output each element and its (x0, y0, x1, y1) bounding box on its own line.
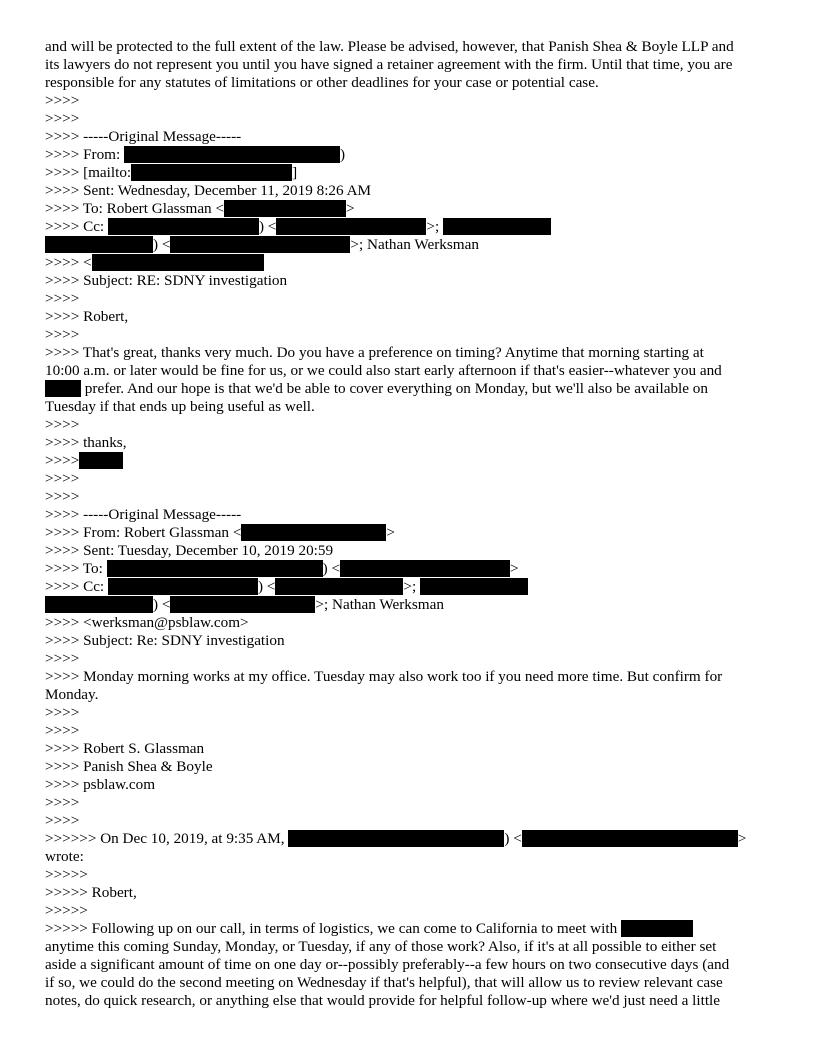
m2-to-line: >>>> To: ) < > (45, 560, 519, 577)
redaction (124, 146, 340, 163)
quote-marker-line: >>>>> (45, 866, 88, 883)
m3-body-line: if so, we could do the second meeting on Wednesday if that's helpful), that will allow us to review relevant case (45, 974, 723, 991)
m1-greeting: >>>> Robert, (45, 308, 129, 325)
quote-marker-line: >>>> (45, 650, 80, 667)
quote-marker-line: >>>> (45, 290, 80, 307)
m1-sent-line: >>>> Sent: Wednesday, December 11, 2019 8:26 AM (45, 182, 372, 199)
m1-mailto-line: >>>> [mailto: ] (45, 164, 298, 181)
redaction (108, 218, 259, 235)
m3-body-line: aside a significant amount of time on one day or--possibly preferably--a few hours on two consecutive days (and (45, 956, 730, 973)
redaction (45, 236, 153, 253)
m1-from-line: >>>> From: ) (45, 146, 346, 163)
redaction (621, 920, 693, 937)
m1-body-line: prefer. And our hope is that we'd be able to cover everything on Monday, but we'll also be available on (45, 380, 773, 398)
m1-cc-continued-line: ) < >; Nathan Werksman (45, 236, 773, 254)
m1-body-line: 10:00 a.m. or later would be fine for us, or we could also start early afternoon if that's easier--whatever you and (45, 362, 722, 379)
redaction (340, 560, 510, 577)
m3-body-line: anytime this coming Sunday, Monday, or Tuesday, if any of those work? Also, if it's at all possible to either set (45, 938, 717, 955)
redaction (276, 218, 426, 235)
redaction (170, 596, 315, 613)
m1-body-line: >>>> That's great, thanks very much. Do you have a preference on timing? Anytime that morning starting at (45, 344, 704, 361)
redaction (443, 218, 551, 235)
m2-signature-line: >>>> Panish Shea & Boyle (45, 758, 213, 775)
quote-marker-line: >>>> (45, 704, 80, 721)
quote-marker-line: >>>> (45, 794, 80, 811)
redaction (170, 236, 350, 253)
m3-body-line: notes, do quick research, or anything else that would provide for helpful follow-up where we'd just need a little (45, 992, 721, 1009)
m2-body-line: >>>> Monday morning works at my office. Tuesday may also work too if you need more time. But confirm for (45, 668, 723, 685)
m3-body-line: >>>>> Following up on our call, in terms of logistics, we can come to California to meet with (45, 920, 773, 938)
redaction (92, 254, 264, 271)
intro-line: its lawyers do not represent you until you have signed a retainer agreement with the firm. Until that time, you are (45, 56, 733, 73)
email-thread-page (45, 38, 773, 1010)
redaction (79, 452, 123, 469)
redaction (288, 830, 504, 847)
redaction (45, 596, 153, 613)
quote-marker-line: >>>> (45, 92, 80, 109)
redaction (275, 578, 403, 595)
m3-greeting: >>>>> Robert, (45, 884, 137, 901)
m2-cc-continued-line: ) < >; Nathan Werksman (45, 596, 773, 614)
m1-body-line: Tuesday if that ends up being useful as well. (45, 398, 315, 415)
m3-on-wrote-line: >>>>>> On Dec 10, 2019, at 9:35 AM, ) < > (45, 830, 747, 847)
quote-marker-line: >>>>> (45, 902, 88, 919)
m1-to-line: >>>> To: Robert Glassman < > (45, 200, 355, 217)
quote-marker-line: >>>> (45, 488, 80, 505)
quote-marker-line: >>>> (45, 416, 80, 433)
quote-marker-line: >>>> (45, 812, 80, 829)
redaction (107, 560, 323, 577)
quote-marker-line: >>>> (45, 722, 80, 739)
m2-cc-line: >>>> Cc: ) < >; (45, 578, 773, 596)
original-message-divider: >>>> -----Original Message----- (45, 128, 242, 145)
quote-marker-line: >>>> (45, 326, 80, 343)
m1-signoff: >>>> thanks, (45, 434, 127, 451)
m2-signature-line: >>>> psblaw.com (45, 776, 156, 793)
redaction (420, 578, 528, 595)
redaction (45, 380, 81, 397)
m2-cc-email-line: >>>> <werksman@psblaw.com> (45, 614, 249, 631)
quote-marker-line: >>>> (45, 110, 80, 127)
redaction (131, 164, 292, 181)
redaction (224, 200, 346, 217)
m2-body-line: Monday. (45, 686, 99, 703)
m2-subject-line: >>>> Subject: Re: SDNY investigation (45, 632, 285, 649)
redaction (108, 578, 258, 595)
m1-signature-line: >>>> (45, 452, 773, 470)
m1-cc-line: >>>> Cc: ) < >; (45, 218, 773, 236)
intro-line: and will be protected to the full extent of the law. Please be advised, however, that Panish Shea & Boyle LLP and (45, 38, 734, 55)
m1-cc-email-line: >>>> < (45, 254, 773, 272)
intro-line: responsible for any statutes of limitations or other deadlines for your case or potential case. (45, 74, 599, 91)
redaction (241, 524, 386, 541)
redaction (522, 830, 738, 847)
m1-subject-line: >>>> Subject: RE: SDNY investigation (45, 272, 288, 289)
m3-wrote-line: wrote: (45, 848, 84, 865)
m2-from-line: >>>> From: Robert Glassman < > (45, 524, 395, 541)
m2-signature-line: >>>> Robert S. Glassman (45, 740, 205, 757)
original-message-divider: >>>> -----Original Message----- (45, 506, 242, 523)
quote-marker-line: >>>> (45, 470, 80, 487)
m2-sent-line: >>>> Sent: Tuesday, December 10, 2019 20:59 (45, 542, 334, 559)
